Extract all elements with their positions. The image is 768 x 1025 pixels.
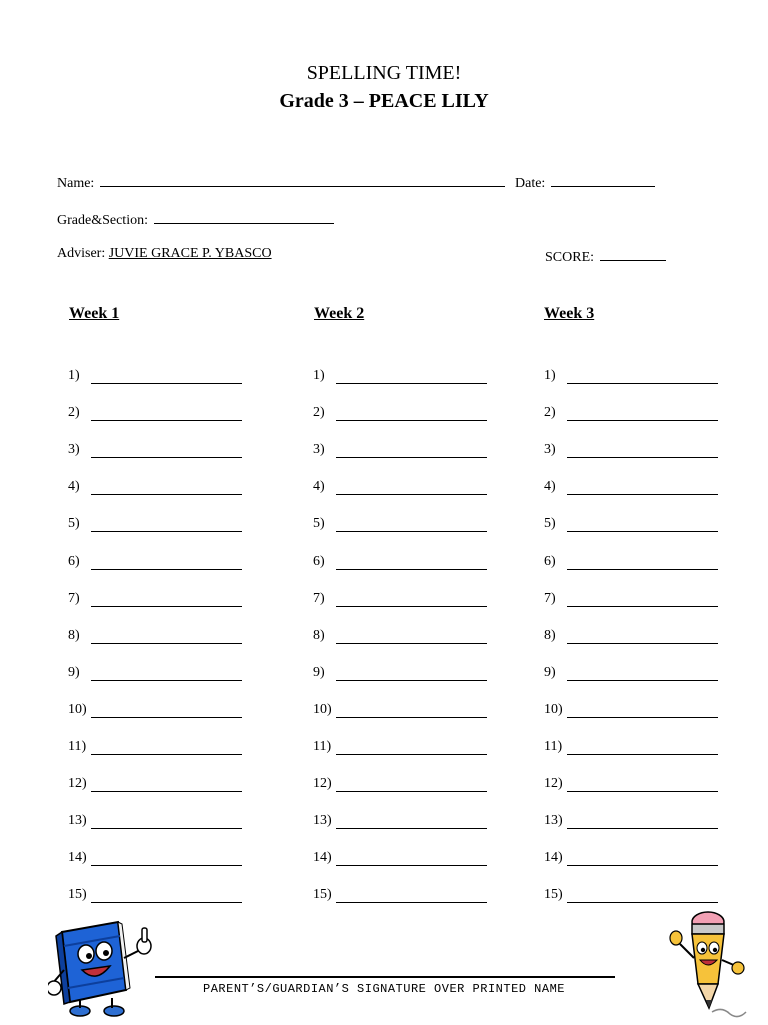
adviser-row	[57, 246, 272, 262]
answer-item	[68, 739, 90, 755]
item-number: 1)	[313, 368, 325, 383]
answer-item	[68, 442, 90, 458]
answer-item	[544, 776, 566, 792]
answer-line[interactable]	[567, 828, 718, 829]
item-number: 12)	[313, 776, 332, 792]
answer-item	[313, 665, 335, 681]
answer-item	[544, 442, 566, 458]
answer-item	[68, 405, 90, 421]
item-number: 14)	[68, 850, 87, 866]
answer-line[interactable]	[567, 865, 718, 866]
item-number: 7)	[544, 590, 556, 606]
answer-item	[313, 813, 335, 829]
answer-item	[313, 368, 335, 384]
item-number: 9)	[313, 664, 325, 680]
answer-item	[313, 479, 335, 495]
answer-item	[68, 591, 90, 607]
answer-item	[313, 850, 335, 866]
answer-item	[313, 442, 335, 458]
answer-item	[544, 368, 566, 384]
answer-line[interactable]	[91, 383, 242, 384]
answer-item	[313, 887, 335, 903]
item-number: 8)	[313, 627, 325, 643]
answer-line[interactable]	[567, 754, 718, 755]
answer-item	[544, 479, 566, 495]
answer-line[interactable]	[567, 791, 718, 792]
week-2-title: Week 2	[314, 305, 365, 322]
answer-item	[68, 850, 90, 866]
item-number: 9)	[544, 664, 556, 680]
item-number: 2)	[68, 405, 80, 421]
answer-line[interactable]	[336, 569, 487, 570]
item-number: 3)	[544, 442, 556, 458]
answer-line[interactable]	[336, 531, 487, 532]
answer-line[interactable]	[91, 791, 242, 792]
answer-line[interactable]	[336, 902, 487, 903]
score-label: SCORE:	[545, 250, 595, 265]
answer-line[interactable]	[91, 828, 242, 829]
item-number: 14)	[313, 850, 332, 866]
answer-line[interactable]	[91, 569, 242, 570]
item-number: 6)	[68, 553, 80, 569]
answer-item	[544, 702, 566, 718]
answer-line[interactable]	[91, 717, 242, 718]
answer-line[interactable]	[567, 717, 718, 718]
answer-line[interactable]	[336, 494, 487, 495]
answer-item	[544, 813, 566, 829]
answer-line[interactable]	[91, 457, 242, 458]
item-number: 15)	[544, 887, 563, 903]
date-label: Date:	[515, 176, 546, 191]
item-number: 9)	[68, 664, 80, 680]
answer-line[interactable]	[336, 643, 487, 644]
answer-line[interactable]	[336, 754, 487, 755]
answer-item	[313, 554, 335, 570]
item-number: 12)	[68, 776, 87, 792]
score-field[interactable]	[600, 246, 666, 261]
answer-item	[68, 776, 90, 792]
answer-line[interactable]	[91, 531, 242, 532]
answer-line[interactable]	[567, 457, 718, 458]
answer-item	[313, 628, 335, 644]
answer-item	[544, 554, 566, 570]
answer-line[interactable]	[91, 494, 242, 495]
item-number: 11)	[544, 739, 563, 754]
answer-item	[544, 850, 566, 866]
answer-line[interactable]	[336, 383, 487, 384]
answer-line[interactable]	[91, 643, 242, 644]
item-number: 8)	[544, 627, 556, 643]
answer-line[interactable]	[336, 865, 487, 866]
answer-line[interactable]	[567, 606, 718, 607]
item-number: 13)	[544, 813, 563, 829]
item-number: 2)	[544, 405, 556, 421]
date-field[interactable]	[551, 172, 655, 187]
answer-line[interactable]	[336, 791, 487, 792]
answer-line[interactable]	[336, 717, 487, 718]
answer-line[interactable]	[336, 606, 487, 607]
signature-label: PARENT’S/GUARDIAN’S SIGNATURE OVER PRINTED NAME	[203, 982, 565, 996]
item-number: 10)	[68, 701, 87, 717]
item-number: 7)	[68, 590, 80, 606]
answer-line[interactable]	[567, 383, 718, 384]
answer-item	[68, 887, 90, 903]
answer-item	[68, 516, 90, 532]
item-number: 11)	[68, 739, 87, 754]
answer-line[interactable]	[91, 754, 242, 755]
item-number: 13)	[68, 813, 87, 829]
adviser-label: Adviser:	[57, 246, 106, 261]
answer-item	[313, 702, 335, 718]
answer-line[interactable]	[567, 902, 718, 903]
answer-item	[544, 887, 566, 903]
item-number: 4)	[313, 479, 325, 495]
answer-item	[313, 776, 335, 792]
answer-item	[313, 739, 335, 755]
item-number: 8)	[68, 627, 80, 643]
answer-item	[544, 516, 566, 532]
answer-item	[68, 554, 90, 570]
pencil-mascot-icon	[664, 908, 748, 1020]
answer-line[interactable]	[336, 420, 487, 421]
answer-line[interactable]	[336, 457, 487, 458]
name-row	[57, 172, 505, 192]
answer-line[interactable]	[567, 531, 718, 532]
answer-item	[68, 665, 90, 681]
answer-line[interactable]	[567, 680, 718, 681]
item-number: 1)	[68, 368, 80, 383]
answer-item	[544, 628, 566, 644]
item-number: 10)	[544, 701, 563, 717]
answer-item	[313, 516, 335, 532]
answer-line[interactable]	[91, 865, 242, 866]
grade-section-label: Grade&Section:	[57, 213, 148, 228]
item-number: 5)	[313, 516, 325, 532]
week-3-title: Week 3	[544, 305, 595, 322]
item-number: 6)	[544, 553, 556, 569]
item-number: 7)	[313, 590, 325, 606]
answer-item	[68, 368, 90, 384]
answer-line[interactable]	[336, 828, 487, 829]
book-mascot-icon	[48, 918, 158, 1018]
week-1-title: Week 1	[69, 305, 120, 322]
item-number: 3)	[313, 442, 325, 458]
item-number: 15)	[68, 887, 87, 903]
answer-line[interactable]	[91, 606, 242, 607]
adviser-value: JUVIE GRACE P. YBASCO	[108, 246, 272, 261]
answer-item	[68, 702, 90, 718]
worksheet-subtitle: Grade 3 – PEACE LILY	[279, 90, 489, 112]
name-label: Name:	[57, 176, 95, 191]
signature-line[interactable]	[155, 976, 615, 978]
answer-item	[544, 591, 566, 607]
item-number: 4)	[544, 479, 556, 495]
name-field[interactable]	[100, 172, 505, 187]
answer-item	[313, 591, 335, 607]
item-number: 2)	[313, 405, 325, 421]
date-row	[515, 172, 655, 192]
answer-item	[68, 479, 90, 495]
answer-line[interactable]	[91, 420, 242, 421]
item-number: 6)	[313, 553, 325, 569]
answer-item	[544, 665, 566, 681]
item-number: 15)	[313, 887, 332, 903]
answer-line[interactable]	[567, 420, 718, 421]
item-number: 5)	[68, 516, 80, 532]
answer-item	[313, 405, 335, 421]
score-row	[545, 246, 666, 266]
item-number: 10)	[313, 701, 332, 717]
answer-item	[68, 628, 90, 644]
item-number: 4)	[68, 479, 80, 495]
item-number: 5)	[544, 516, 556, 532]
item-number: 14)	[544, 850, 563, 866]
answer-line[interactable]	[567, 569, 718, 570]
item-number: 11)	[313, 739, 332, 754]
item-number: 13)	[313, 813, 332, 829]
answer-line[interactable]	[567, 494, 718, 495]
answer-item	[68, 813, 90, 829]
grade-section-row	[57, 209, 334, 229]
item-number: 1)	[544, 368, 556, 383]
worksheet-title: SPELLING TIME!	[306, 62, 462, 84]
item-number: 3)	[68, 442, 80, 458]
answer-item	[544, 405, 566, 421]
answer-line[interactable]	[336, 680, 487, 681]
answer-line[interactable]	[91, 902, 242, 903]
item-number: 12)	[544, 776, 563, 792]
grade-section-field[interactable]	[154, 209, 334, 224]
answer-line[interactable]	[567, 643, 718, 644]
answer-line[interactable]	[91, 680, 242, 681]
answer-item	[544, 739, 566, 755]
